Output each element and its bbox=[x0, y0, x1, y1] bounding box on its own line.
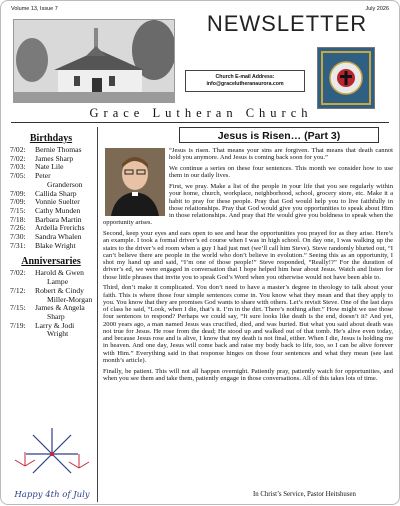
anniversaries-heading: Anniversaries bbox=[21, 256, 81, 268]
item-name: Sandra Whalen bbox=[35, 232, 82, 242]
item-name: Sharp bbox=[47, 311, 65, 321]
item-date: 7/31: bbox=[10, 240, 26, 250]
item-date: 7/02: bbox=[10, 153, 26, 163]
item-date: 7/05: bbox=[10, 171, 26, 181]
item-name: Wright bbox=[47, 329, 69, 339]
item-date bbox=[10, 330, 35, 339]
birthdays-heading: Birthdays bbox=[29, 133, 73, 144]
church-building-image bbox=[14, 20, 174, 102]
signature: In Christ’s Service, Pastor Heitshusen bbox=[253, 491, 356, 498]
item-name: James & Angela bbox=[35, 303, 85, 313]
email-address[interactable]: info@gracelutheranaurora.com bbox=[206, 81, 284, 87]
item-name: Nate Lile bbox=[35, 162, 64, 172]
item-date: 7/19: bbox=[10, 320, 26, 330]
item-date: 7/30: bbox=[10, 232, 26, 242]
item-date: 7/02: bbox=[10, 268, 26, 278]
article-paragraph: Third, don’t make it complicated. You don’t need to have a master’s degree in theology to talk about your faith. This is where those four simple sentences come in. You know what they mean and that they apply to you. You know that they are promises God wants to share with others. Let’s revisit Steve. One of the last days of class he said, “Look, when I die, that’s it. I’m in the dirt. There’s nothing after.” How might we use those four sentences to respond? Perhaps we could say, “It sure looks like death is the end, doesn’t it? And yet, 2000 years ago, a man named Jesus was crucified, died, and was buried. But what you said about death was not true for Jesus. He rose from the dead; He stood up and walked out of that tomb. He’s alive even today, and because Jesus rose and is alive, I know that my death is not final, either. When I die, Jesus is holding me in heaven. And one day, Jesus will come back and raise my body back to life, too, so I can be alive forever with Him.” Everything said in that response hinges on those four sentences and what they mean (see last month’s article). bbox=[103, 284, 393, 364]
item-name: Miller-Morgan bbox=[47, 294, 93, 304]
item-date: 7/18: bbox=[10, 214, 26, 224]
volume-issue: Volume 13, Issue 7 bbox=[11, 6, 58, 12]
item-name: Robert & Cindy bbox=[35, 285, 84, 295]
email-label: Church E-mail Address: bbox=[215, 74, 275, 80]
photo-float-spacer bbox=[103, 147, 169, 219]
article-paragraph: Second, keep your eyes and ears open to see and hear the opportunities you prayed for as they arise. Here’s an example. I took a formal driver’s ed course when I was in high school. On day one, I was walking up the stairs to the driver’s ed room when a guy I had just met (we’ll call him Steve). Steve randomly blurted out, “I can’t believe there are people in the world who don’t believe in evolution.” Seeing this as an opportunity, I shot my hand up and said, “I’m one of those people!” Steve responded, “Really!?” For the duration of driver’s ed, we were engaged in conversation that I hope helped him hear about Jesus. Watch and listen for those little phrases that invite you to speak God’s Word when you otherwise would not have been able to. bbox=[103, 230, 393, 281]
item-date: 7/03: bbox=[10, 162, 26, 172]
luther-rose-icon bbox=[318, 48, 374, 108]
article-title: Jesus is Risen… (Part 3) bbox=[179, 127, 379, 143]
item-name: Blake Wright bbox=[35, 240, 76, 250]
item-name: Barbara Martin bbox=[35, 214, 82, 224]
list-item bbox=[10, 330, 97, 339]
issue-date: July 2026 bbox=[365, 6, 389, 12]
item-name: Granderson bbox=[47, 179, 83, 189]
fireworks-icon bbox=[11, 424, 93, 506]
item-date: 7/02: bbox=[10, 145, 26, 154]
newsletter-title: NEWSLETTER bbox=[206, 11, 368, 36]
fireworks-caption: Happy 4th of July bbox=[14, 490, 90, 500]
item-date: 7/09: bbox=[10, 188, 26, 198]
header-divider bbox=[11, 122, 389, 123]
item-date: 7/09: bbox=[10, 197, 26, 207]
stained-glass-window bbox=[317, 47, 375, 109]
item-name: Ardella Frerichs bbox=[35, 223, 85, 233]
item-name: Harold & Gwen bbox=[35, 268, 84, 278]
email-box bbox=[185, 70, 305, 92]
church-photo bbox=[13, 19, 175, 103]
item-name: Callida Sharp bbox=[35, 188, 77, 198]
list-item bbox=[10, 242, 97, 251]
item-date: 7/15: bbox=[10, 205, 26, 215]
item-name: Vonnie Suelter bbox=[35, 197, 80, 207]
anniversary-list bbox=[5, 269, 97, 339]
article-paragraph: We continue a series on these four sentences. This month we consider how to use them in our daily lives. bbox=[169, 165, 393, 180]
item-name: Lampe bbox=[47, 277, 69, 287]
item-name: Larry & Jodi bbox=[35, 320, 75, 330]
item-name: James Sharp bbox=[35, 153, 74, 163]
birthday-list bbox=[5, 146, 97, 250]
article bbox=[103, 127, 395, 502]
item-name: Peter bbox=[35, 171, 51, 181]
item-date: 7/26: bbox=[10, 223, 26, 233]
item-name: Bernie Thomas bbox=[35, 145, 82, 154]
item-date: 7/12: bbox=[10, 285, 26, 295]
sidebar bbox=[5, 127, 98, 502]
church-name: Grace Lutheran Church bbox=[89, 106, 313, 120]
item-date: 7/15: bbox=[10, 303, 26, 313]
article-paragraph: “Jesus is risen. That means your sins are forgiven. That means that death cannot hold you anymore. And Jesus is coming back soon for you.” bbox=[169, 147, 393, 162]
article-paragraph: First, we pray. Make a list of the people in your life that you see regularly within your home, church, workplace, neighborhood, school, grocery store, etc. Make it a habit to pray for these people. Pray that God would help you to live faithfully in those relationships. Pray that God would give you opportunities to speak about Him in those relationships. And pray that He would give you boldness to speak when the opportunity arises. bbox=[103, 183, 393, 227]
article-paragraph: Finally, be patient. This will not all happen overnight. Patiently pray, patiently watch for opportunities, and when you see them and take them, patiently engage in those conversations. All of this takes lots of time. bbox=[103, 367, 393, 382]
item-name: Cathy Munden bbox=[35, 205, 81, 215]
article-body bbox=[103, 147, 393, 386]
